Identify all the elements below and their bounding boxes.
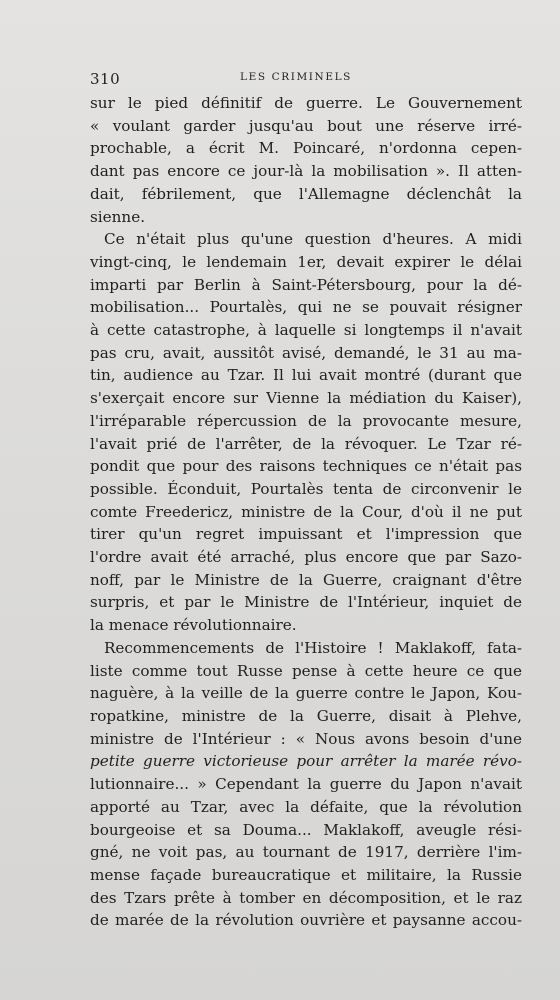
text-line: noff, par le Ministre de la Guerre, craignant d'être	[90, 570, 522, 589]
running-title: LES CRIMINELS	[240, 71, 352, 83]
page-number: 310	[90, 70, 121, 88]
text-line: tirer qu'un regret impuissant et l'impression que	[90, 525, 522, 544]
text-line: s'exerçait encore sur Vienne la médiation du Kaiser),	[90, 389, 522, 408]
text-line: possible. Éconduit, Pourtalès tenta de circonvenir le	[90, 479, 522, 498]
text-line: vingt-cinq, le lendemain 1er, devait expirer le délai	[90, 252, 522, 271]
text-line: gné, ne voit pas, au tournant de 1917, derrière l'im-	[90, 843, 522, 862]
text-line: lutionnaire... » Cependant la guerre du Japon n'avait	[90, 775, 522, 794]
text-line: à cette catastrophe, à laquelle si longtemps il n'avait	[90, 321, 522, 340]
text-line: bourgeoise et sa Douma... Maklakoff, aveugle rési-	[90, 820, 522, 839]
text-line: l'avait prié de l'arrêter, de la révoquer. Le Tzar ré-	[90, 434, 522, 453]
body-text	[90, 92, 522, 932]
text-line: comte Freedericz, ministre de la Cour, d'où il ne put	[90, 502, 522, 521]
text-line: petite guerre victorieuse pour arrêter la marée révo-	[90, 752, 522, 771]
text-line: sienne.	[90, 207, 146, 226]
text-line: mobilisation... Pourtalès, qui ne se pouvait résigner	[90, 298, 522, 317]
text-line: de marée de la révolution ouvrière et paysanne accou-	[90, 911, 522, 930]
text-line: dant pas encore ce jour-là la mobilisation ». Il atten-	[90, 162, 522, 181]
text-line: ropatkine, ministre de la Guerre, disait à Plehve,	[90, 706, 522, 725]
text-line: l'ordre avait été arraché, plus encore que par Sazo-	[90, 548, 522, 567]
text-line: Recommencements de l'Histoire ! Maklakoff, fata-	[104, 638, 522, 657]
text-line: dait, fébrilement, que l'Allemagne déclenchât la	[90, 184, 522, 203]
text-line: « voulant garder jusqu'au bout une réserve irré-	[90, 116, 522, 135]
text-line: imparti par Berlin à Saint-Pétersbourg, pour la dé-	[90, 275, 522, 294]
text-line: Ce n'était plus qu'une question d'heures. A midi	[104, 230, 522, 249]
text-line: surpris, et par le Ministre de l'Intérieur, inquiet de	[90, 593, 522, 612]
text-line: pas cru, avait, aussitôt avisé, demandé, le 31 au ma-	[90, 343, 522, 362]
text-line: des Tzars prête à tomber en décomposition, et le raz	[90, 888, 522, 907]
text-line: l'irréparable répercussion de la provocante mesure,	[90, 411, 522, 430]
text-line: liste comme tout Russe pense à cette heure ce que	[90, 661, 522, 680]
page-header	[90, 70, 522, 92]
text-line: naguère, à la veille de la guerre contre le Japon, Kou-	[90, 684, 522, 703]
text-line: tin, audience au Tzar. Il lui avait montré (durant que	[90, 366, 522, 385]
text-line: ministre de l'Intérieur : « Nous avons besoin d'une	[90, 729, 522, 748]
text-line: apporté au Tzar, avec la défaite, que la révolution	[90, 797, 522, 816]
text-line: prochable, a écrit M. Poincaré, n'ordonna cepen-	[90, 139, 522, 158]
text-line: mense façade bureaucratique et militaire, la Russie	[90, 865, 522, 884]
text-line: la menace révolutionnaire.	[90, 616, 297, 635]
text-line: pondit que pour des raisons techniques ce n'était pas	[90, 457, 522, 476]
text-line: sur le pied définitif de guerre. Le Gouvernement	[90, 94, 522, 112]
